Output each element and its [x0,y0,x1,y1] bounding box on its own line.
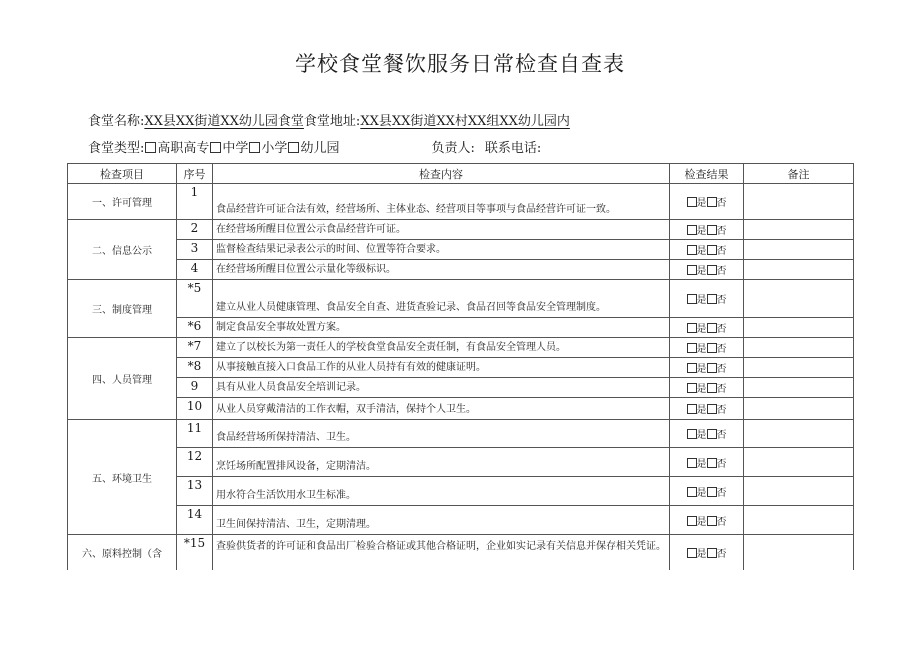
no-checkbox[interactable] [707,548,717,558]
remark-cell[interactable] [744,535,854,570]
no-checkbox[interactable] [707,383,717,393]
yes-checkbox[interactable] [687,383,697,393]
table-row [68,448,854,477]
type-option: 中学 [222,141,249,156]
remark-cell[interactable] [744,398,854,420]
table-row [68,477,854,506]
yes-checkbox[interactable] [687,225,697,235]
no-label: 否 [716,324,727,335]
table-row [68,260,854,280]
check-content: 查验供货者的许可证和食品出厂检验合格证或其他合格证明，企业如实记录有关信息并保存相关凭证。 [213,535,670,570]
no-label: 否 [716,548,727,560]
address-label: 食堂地址: [303,114,361,129]
header-content: 检查内容 [213,164,670,184]
check-content: 具有从业人员食品安全培训记录。 [213,378,670,398]
check-content: 卫生间保持清洁、卫生，定期清理。 [213,506,670,535]
no-checkbox[interactable] [707,487,717,497]
canteen-name-value: XX县XX街道XX幼儿园食堂 [144,114,304,129]
yes-checkbox[interactable] [687,458,697,468]
checkbox-icon [210,142,221,153]
no-label: 否 [716,405,727,416]
header-result: 检查结果 [670,164,744,184]
table-header-row [68,164,854,184]
check-result [670,184,744,220]
check-content: 食品经营许可证合法有效，经营场所、主体业态、经营项目等事项与食品经营许可证一致。 [213,184,670,220]
yes-checkbox[interactable] [687,265,697,275]
category-cell: 二、信息公示 [68,220,177,280]
check-content: 制定食品安全事故处置方案。 [213,318,670,338]
no-label: 否 [716,487,727,499]
no-checkbox[interactable] [707,225,717,235]
no-checkbox[interactable] [707,323,717,333]
check-content: 建立了以校长为第一责任人的学校食堂食品安全责任制，有食品安全管理人员。 [213,338,670,358]
table-row [68,378,854,398]
remark-cell[interactable] [744,220,854,240]
no-checkbox[interactable] [707,294,717,304]
no-checkbox[interactable] [707,458,717,468]
row-number: *6 [177,318,213,338]
check-result [670,477,744,506]
check-result [670,338,744,358]
type-option: 小学 [261,141,288,156]
check-result [670,398,744,420]
no-checkbox[interactable] [707,363,717,373]
yes-label: 是 [696,516,707,528]
check-content: 烹饪场所配置排风设备，定期清洁。 [213,448,670,477]
category-cell: 一、许可管理 [68,184,177,220]
address-value: XX县XX街道XX村XX组XX幼儿园内 [360,114,570,129]
check-content: 从业人员穿戴清洁的工作衣帽，双手清洁，保持个人卫生。 [213,398,670,420]
yes-label: 是 [696,198,707,209]
type-option: 幼儿园 [300,141,340,156]
yes-label: 是 [696,384,707,395]
row-number: 4 [177,260,213,280]
category-cell: 三、制度管理 [68,280,177,338]
no-label: 否 [716,384,727,395]
no-label: 否 [716,246,727,257]
row-number: *5 [177,280,213,318]
yes-label: 是 [696,548,707,560]
yes-label: 是 [696,344,707,355]
header-number: 序号 [177,164,213,184]
canteen-type-line [88,137,541,156]
yes-label: 是 [696,246,707,257]
yes-checkbox[interactable] [687,197,697,207]
no-checkbox[interactable] [707,343,717,353]
no-checkbox[interactable] [707,404,717,414]
check-result [670,378,744,398]
remark-cell[interactable] [744,184,854,220]
check-content: 监督检查结果记录表公示的时间、位置等符合要求。 [213,240,670,260]
row-number: 9 [177,378,213,398]
table-row [68,420,854,448]
remark-cell[interactable] [744,318,854,338]
remark-cell[interactable] [744,477,854,506]
no-label: 否 [716,198,727,209]
yes-checkbox[interactable] [687,245,697,255]
no-label: 否 [716,266,727,277]
checkbox-icon [145,142,156,153]
no-label: 否 [716,344,727,355]
check-content: 食品经营场所保持清洁、卫生。 [213,420,670,448]
row-number: 12 [177,448,213,477]
no-label: 否 [716,295,727,306]
yes-checkbox[interactable] [687,294,697,304]
check-result [670,280,744,318]
remark-cell[interactable] [744,378,854,398]
no-checkbox[interactable] [707,265,717,275]
check-content: 用水符合生活饮用水卫生标准。 [213,477,670,506]
no-label: 否 [716,458,727,470]
row-number: 11 [177,420,213,448]
no-checkbox[interactable] [707,516,717,526]
header-category: 检查项目 [68,164,177,184]
remark-cell[interactable] [744,448,854,477]
check-result [670,448,744,477]
table-row [68,220,854,240]
table-row [68,506,854,535]
canteen-name-label: 食堂名称: [88,114,145,129]
remark-cell[interactable] [744,240,854,260]
check-result [670,240,744,260]
remark-cell[interactable] [744,280,854,318]
yes-checkbox[interactable] [687,429,697,439]
yes-label: 是 [696,295,707,306]
check-content: 在经营场所醒目位置公示量化等级标识。 [213,260,670,280]
yes-checkbox[interactable] [687,516,697,526]
phone-label: 联系电话: [484,141,542,156]
remark-cell[interactable] [744,338,854,358]
yes-checkbox[interactable] [687,363,697,373]
table-row [68,184,854,220]
inspection-table [67,163,854,570]
row-number: *8 [177,358,213,378]
check-result [670,220,744,240]
row-number: 10 [177,398,213,420]
yes-checkbox[interactable] [687,323,697,333]
remark-cell[interactable] [744,506,854,535]
category-cell: 六、原料控制（含 [68,535,177,570]
yes-checkbox[interactable] [687,343,697,353]
check-result [670,535,744,570]
row-number: 13 [177,477,213,506]
canteen-info-line [88,110,570,129]
yes-label: 是 [696,487,707,499]
check-result [670,420,744,448]
check-content: 在经营场所醒目位置公示食品经营许可证。 [213,220,670,240]
yes-label: 是 [696,405,707,416]
type-option: 高职高专 [157,141,210,156]
category-cell: 四、人员管理 [68,338,177,420]
table-row [68,318,854,338]
remark-cell[interactable] [744,260,854,280]
remark-cell[interactable] [744,358,854,378]
no-checkbox[interactable] [707,197,717,207]
category-cell: 五、环境卫生 [68,420,177,535]
check-content: 从事接触直接入口食品工作的从业人员持有有效的健康证明。 [213,358,670,378]
table-row [68,535,854,570]
row-number: 3 [177,240,213,260]
table-row [68,358,854,378]
yes-label: 是 [696,430,707,441]
row-number: 2 [177,220,213,240]
responsible-label: 负责人: [431,141,475,156]
remark-cell[interactable] [744,420,854,448]
header-remark: 备注 [744,164,854,184]
yes-checkbox[interactable] [687,487,697,497]
no-label: 否 [716,364,727,375]
check-content: 建立从业人员健康管理、食品安全自查、进货查验记录、食品召回等食品安全管理制度。 [213,280,670,318]
yes-checkbox[interactable] [687,548,697,558]
yes-checkbox[interactable] [687,404,697,414]
yes-label: 是 [696,364,707,375]
yes-label: 是 [696,324,707,335]
row-number: *7 [177,338,213,358]
check-result [670,260,744,280]
check-result [670,506,744,535]
yes-label: 是 [696,226,707,237]
row-number: 1 [177,184,213,220]
table-row [68,398,854,420]
page-title: 学校食堂餐饮服务日常检查自查表 [295,52,625,76]
table-row [68,338,854,358]
table-row [68,240,854,260]
checkbox-icon [249,142,260,153]
checkbox-icon [288,142,299,153]
no-label: 否 [716,226,727,237]
type-label: 食堂类型: [88,141,145,156]
yes-label: 是 [696,266,707,277]
yes-label: 是 [696,458,707,470]
no-checkbox[interactable] [707,245,717,255]
row-number: 14 [177,506,213,535]
check-result [670,318,744,338]
no-label: 否 [716,430,727,441]
row-number: *15 [177,535,213,570]
check-result [670,358,744,378]
no-checkbox[interactable] [707,429,717,439]
no-label: 否 [716,516,727,528]
table-row [68,280,854,318]
